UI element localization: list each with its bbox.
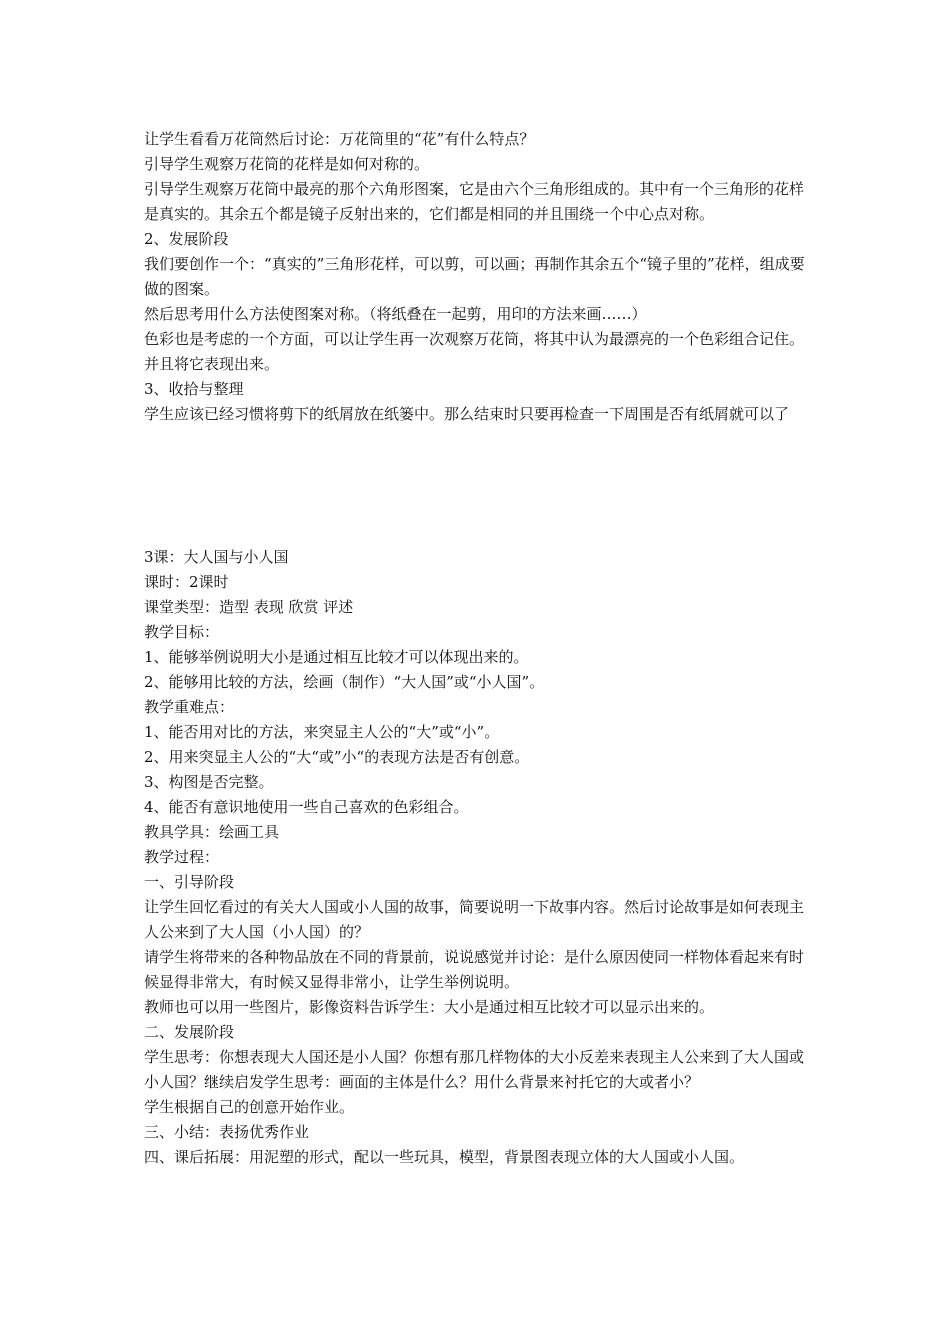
lesson-type: 课堂类型：造型 表现 欣赏 评述 <box>144 598 354 616</box>
section-heading: 3、收拾与整理 <box>144 380 244 398</box>
paragraph: 四、课后拓展：用泥塑的形式，配以一些玩具，模型，背景图表现立体的大人国或小人国。 <box>144 1148 745 1166</box>
paragraph: 引导学生观察万花筒中最亮的那个六角形图案，它是由六个三角形组成的。其中有一个三角形的花样是真实的。其余五个都是镜子反射出来的，它们都是相同的并且围绕一个中心点对称。 <box>144 180 805 223</box>
lesson-hours: 课时：2课时 <box>144 573 229 591</box>
section-heading: 教学过程： <box>144 848 220 866</box>
section-heading: 教学重难点： <box>144 698 235 716</box>
paragraph: 我们要创作一个：“真实的”三角形花样，可以剪，可以画；再制作其余五个“镜子里的”花样，组成要做的图案。 <box>144 255 805 298</box>
paragraph: 学生根据自己的创意开始作业。 <box>144 1098 355 1116</box>
kaleidoscope-lesson-section <box>144 127 810 427</box>
paragraph: 教师也可以用一些图片，影像资料告诉学生：大小是通过相互比较才可以显示出来的。 <box>144 998 715 1016</box>
paragraph: 学生思考：你想表现大人国还是小人国？你想有那几样物体的大小反差来表现主人公来到了大人国或小人国？继续启发学生思考：画面的主体是什么？用什么背景来衬托它的大或者小？ <box>144 1048 805 1091</box>
section-heading: 一、引导阶段 <box>144 873 235 891</box>
lesson-3-section <box>144 545 810 1170</box>
list-item: 2、用来突显主人公的“大“或”小“的表现方法是否有创意。 <box>144 748 530 766</box>
list-item: 4、能否有意识地使用一些自己喜欢的色彩组合。 <box>144 798 469 816</box>
list-item: 1、能够举例说明大小是通过相互比较才可以体现出来的。 <box>144 648 529 666</box>
paragraph: 让学生回忆看过的有关大人国或小人国的故事，简要说明一下故事内容。然后讨论故事是如何表现主人公来到了大人国（小人国）的？ <box>144 898 805 941</box>
paragraph: 引导学生观察万花筒的花样是如何对称的。 <box>144 155 430 173</box>
paragraph: 学生应该已经习惯将剪下的纸屑放在纸篓中。那么结束时只要再检查一下周围是否有纸屑就可以了 <box>144 405 790 423</box>
paragraph: 色彩也是考虑的一个方面，可以让学生再一次观察万花筒，将其中认为最漂亮的一个色彩组合记住。并且将它表现出来。 <box>144 330 805 373</box>
paragraph: 教具学具：绘画工具 <box>144 823 280 841</box>
list-item: 2、能够用比较的方法，绘画（制作）“大人国”或“小人国”。 <box>144 673 545 691</box>
paragraph: 让学生看看万花筒然后讨论：万花筒里的“花”有什么特点？ <box>144 130 535 148</box>
list-item: 3、构图是否完整。 <box>144 773 274 791</box>
section-heading: 三、小结：表扬优秀作业 <box>144 1123 310 1141</box>
list-item: 1、能否用对比的方法，来突显主人公的“大”或“小”。 <box>144 723 500 741</box>
paragraph: 然后思考用什么方法使图案对称。（将纸叠在一起剪，用印的方法来画……） <box>144 305 647 323</box>
section-heading: 2、发展阶段 <box>144 230 229 248</box>
section-heading: 教学目标： <box>144 623 220 641</box>
section-heading: 二、发展阶段 <box>144 1023 235 1041</box>
lesson-title: 3课：大人国与小人国 <box>144 548 289 566</box>
paragraph: 请学生将带来的各种物品放在不同的背景前，说说感觉并讨论：是什么原因使同一样物体看起来有时候显得非常大，有时候又显得非常小，让学生举例说明。 <box>144 948 805 991</box>
